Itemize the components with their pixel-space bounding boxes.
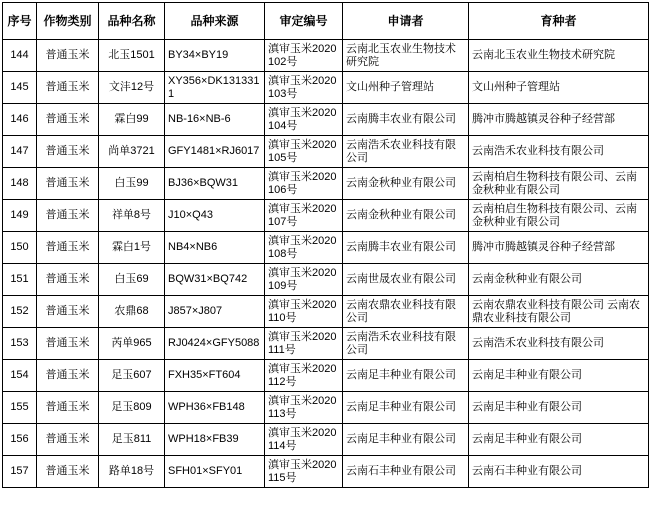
cell-breeder: 腾冲市腾越镇灵谷种子经营部	[469, 104, 649, 136]
cell-variety-source: BJ36×BQW31	[165, 168, 265, 200]
cell-approval-code: 滇审玉米2020112号	[265, 360, 343, 392]
cell-no: 144	[3, 40, 37, 72]
cell-variety-source: SFH01×SFY01	[165, 456, 265, 488]
cell-crop-category: 普通玉米	[37, 296, 99, 328]
cell-crop-category: 普通玉米	[37, 328, 99, 360]
cell-crop-category: 普通玉米	[37, 232, 99, 264]
cell-variety-name: 霖白99	[99, 104, 165, 136]
cell-applicant: 云南金秋种业有限公司	[343, 200, 469, 232]
cell-breeder: 云南农鼎农业科技有限公司 云南农鼎农业科技有限公司	[469, 296, 649, 328]
table-row	[3, 168, 649, 200]
cell-approval-code: 滇审玉米2020115号	[265, 456, 343, 488]
cell-applicant: 云南腾丰农业有限公司	[343, 104, 469, 136]
cell-crop-category: 普通玉米	[37, 200, 99, 232]
cell-no: 146	[3, 104, 37, 136]
cell-breeder: 云南浩禾农业科技有限公司	[469, 136, 649, 168]
cell-crop-category: 普通玉米	[37, 40, 99, 72]
table-header-row	[3, 3, 649, 40]
cell-variety-source: BY34×BY19	[165, 40, 265, 72]
cell-applicant: 云南北玉农业生物技术研究院	[343, 40, 469, 72]
cell-variety-source: WPH36×FB148	[165, 392, 265, 424]
table-header	[3, 3, 649, 40]
cell-applicant: 云南金秋种业有限公司	[343, 168, 469, 200]
cell-no: 145	[3, 72, 37, 104]
cell-variety-source: NB4×NB6	[165, 232, 265, 264]
cell-variety-source: BQW31×BQ742	[165, 264, 265, 296]
cell-no: 156	[3, 424, 37, 456]
table-row	[3, 456, 649, 488]
cell-approval-code: 滇审玉米2020102号	[265, 40, 343, 72]
cell-approval-code: 滇审玉米2020105号	[265, 136, 343, 168]
cell-applicant: 云南浩禾农业科技有限公司	[343, 136, 469, 168]
cell-variety-name: 文沣12号	[99, 72, 165, 104]
cell-breeder: 文山州种子管理站	[469, 72, 649, 104]
cell-variety-source: GFY1481×RJ6017	[165, 136, 265, 168]
cell-breeder: 云南柏启生物科技有限公司、云南金秋种业有限公司	[469, 200, 649, 232]
cell-crop-category: 普通玉米	[37, 264, 99, 296]
cell-applicant: 云南世晟农业有限公司	[343, 264, 469, 296]
cell-applicant: 文山州种子管理站	[343, 72, 469, 104]
cell-applicant: 云南足丰种业有限公司	[343, 424, 469, 456]
cell-breeder: 云南浩禾农业科技有限公司	[469, 328, 649, 360]
cell-no: 147	[3, 136, 37, 168]
cell-variety-source: XY356×DK1313311	[165, 72, 265, 104]
cell-variety-name: 足玉809	[99, 392, 165, 424]
cell-no: 153	[3, 328, 37, 360]
table-row	[3, 72, 649, 104]
variety-approval-table	[2, 2, 649, 488]
cell-approval-code: 滇审玉米2020106号	[265, 168, 343, 200]
cell-breeder: 云南石丰种业有限公司	[469, 456, 649, 488]
table-row	[3, 392, 649, 424]
cell-variety-name: 霖白1号	[99, 232, 165, 264]
cell-no: 157	[3, 456, 37, 488]
cell-approval-code: 滇审玉米2020114号	[265, 424, 343, 456]
column-header-applicant: 申请者	[343, 3, 469, 40]
cell-variety-name: 尚单3721	[99, 136, 165, 168]
cell-crop-category: 普通玉米	[37, 424, 99, 456]
table-row	[3, 296, 649, 328]
column-header-variety-name: 品种名称	[99, 3, 165, 40]
cell-approval-code: 滇审玉米2020103号	[265, 72, 343, 104]
cell-variety-name: 芮单965	[99, 328, 165, 360]
table-row	[3, 136, 649, 168]
cell-crop-category: 普通玉米	[37, 360, 99, 392]
cell-applicant: 云南足丰种业有限公司	[343, 360, 469, 392]
table-row	[3, 232, 649, 264]
cell-variety-name: 农鼎68	[99, 296, 165, 328]
cell-variety-name: 路单18号	[99, 456, 165, 488]
cell-no: 152	[3, 296, 37, 328]
cell-no: 151	[3, 264, 37, 296]
table-row	[3, 328, 649, 360]
cell-approval-code: 滇审玉米2020111号	[265, 328, 343, 360]
cell-crop-category: 普通玉米	[37, 456, 99, 488]
cell-no: 149	[3, 200, 37, 232]
cell-variety-source: NB-16×NB-6	[165, 104, 265, 136]
cell-breeder: 腾冲市腾越镇灵谷种子经营部	[469, 232, 649, 264]
cell-no: 154	[3, 360, 37, 392]
cell-variety-source: J857×J807	[165, 296, 265, 328]
table-row	[3, 200, 649, 232]
cell-variety-name: 足玉811	[99, 424, 165, 456]
cell-crop-category: 普通玉米	[37, 136, 99, 168]
cell-breeder: 云南足丰种业有限公司	[469, 424, 649, 456]
cell-applicant: 云南腾丰农业有限公司	[343, 232, 469, 264]
cell-breeder: 云南柏启生物科技有限公司、云南金秋种业有限公司	[469, 168, 649, 200]
column-header-crop-category: 作物类别	[37, 3, 99, 40]
column-header-no: 序号	[3, 3, 37, 40]
variety-approval-table-page	[0, 2, 650, 517]
cell-crop-category: 普通玉米	[37, 392, 99, 424]
cell-variety-source: FXH35×FT604	[165, 360, 265, 392]
cell-approval-code: 滇审玉米2020104号	[265, 104, 343, 136]
cell-breeder: 云南金秋种业有限公司	[469, 264, 649, 296]
column-header-breeder: 育种者	[469, 3, 649, 40]
table-row	[3, 264, 649, 296]
cell-applicant: 云南足丰种业有限公司	[343, 392, 469, 424]
cell-approval-code: 滇审玉米2020110号	[265, 296, 343, 328]
cell-variety-name: 足玉607	[99, 360, 165, 392]
cell-crop-category: 普通玉米	[37, 104, 99, 136]
table-row	[3, 40, 649, 72]
cell-no: 155	[3, 392, 37, 424]
cell-applicant: 云南浩禾农业科技有限公司	[343, 328, 469, 360]
cell-variety-source: J10×Q43	[165, 200, 265, 232]
cell-variety-name: 白玉99	[99, 168, 165, 200]
cell-variety-source: WPH18×FB39	[165, 424, 265, 456]
cell-approval-code: 滇审玉米2020109号	[265, 264, 343, 296]
cell-breeder: 云南足丰种业有限公司	[469, 392, 649, 424]
cell-crop-category: 普通玉米	[37, 168, 99, 200]
cell-variety-name: 北玉1501	[99, 40, 165, 72]
table-row	[3, 424, 649, 456]
cell-applicant: 云南石丰种业有限公司	[343, 456, 469, 488]
cell-approval-code: 滇审玉米2020113号	[265, 392, 343, 424]
table-body	[3, 40, 649, 488]
cell-no: 150	[3, 232, 37, 264]
column-header-approval-code: 审定编号	[265, 3, 343, 40]
cell-variety-name: 白玉69	[99, 264, 165, 296]
cell-breeder: 云南北玉农业生物技术研究院	[469, 40, 649, 72]
column-header-variety-source: 品种来源	[165, 3, 265, 40]
table-row	[3, 104, 649, 136]
cell-variety-source: RJ0424×GFY5088	[165, 328, 265, 360]
cell-applicant: 云南农鼎农业科技有限公司	[343, 296, 469, 328]
cell-approval-code: 滇审玉米2020107号	[265, 200, 343, 232]
table-row	[3, 360, 649, 392]
cell-breeder: 云南足丰种业有限公司	[469, 360, 649, 392]
cell-no: 148	[3, 168, 37, 200]
cell-variety-name: 祥单8号	[99, 200, 165, 232]
cell-crop-category: 普通玉米	[37, 72, 99, 104]
cell-approval-code: 滇审玉米2020108号	[265, 232, 343, 264]
